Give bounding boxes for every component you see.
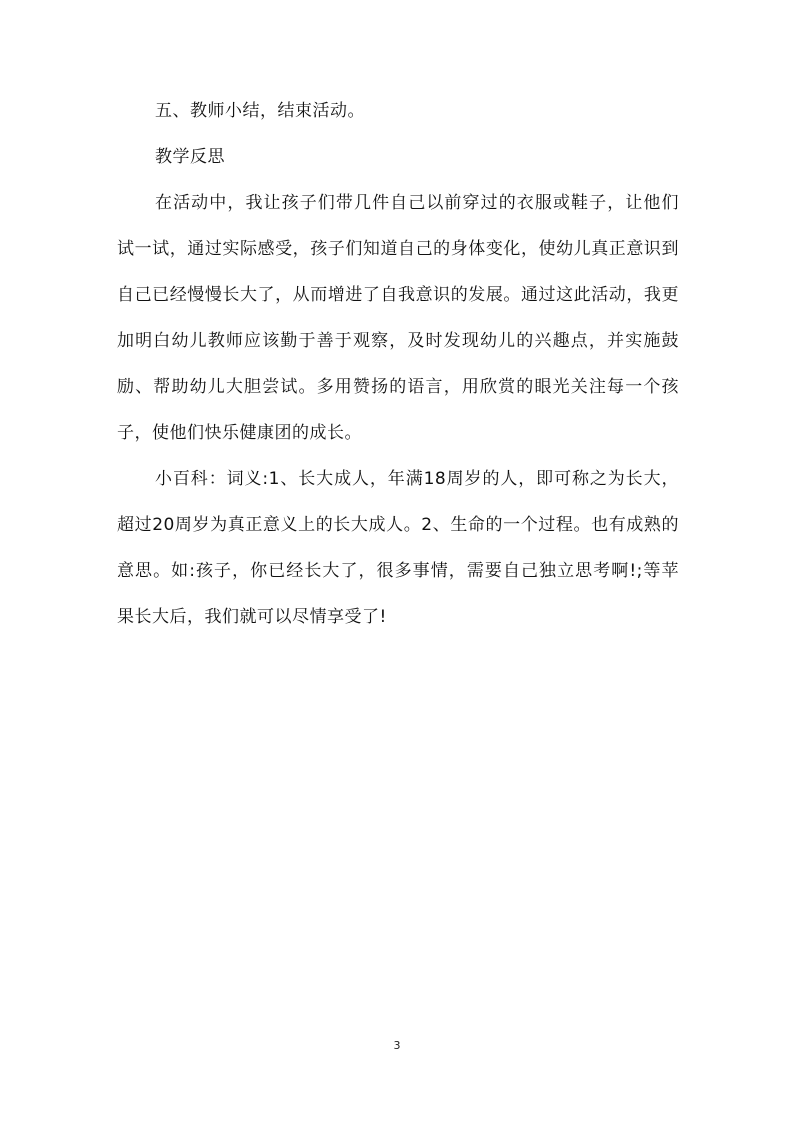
paragraph-section-five: 五、教师小结，结束活动。 <box>155 101 365 121</box>
page-number: 3 <box>393 1039 401 1052</box>
paragraph-encyclopedia: 小百科：词义:1、长大成人，年满18周岁的人，即可称之为长大，超过20周岁为真正意义上的长大成人。2、生命的一个过程。也有成熟的意思。如:孩子，你已经长大了，很多事情，需要自己独立思考啊!;等苹果长大后，我们就可以尽情享受了! <box>117 469 679 627</box>
paragraph-reflection-body: 在活动中，我让孩子们带几件自己以前穿过的衣服或鞋子，让他们试一试，通过实际感受，孩子们知道自己的身体变化，使幼儿真正意识到自己已经慢慢长大了，从而增进了自我意识的发展。通过这此活动，我更加明白幼儿教师应该勤于善于观察，及时发现幼儿的兴趣点，并实施鼓励、帮助幼儿大胆尝试。多用赞扬的语言，用欣赏的眼光关注每一个孩子，使他们快乐健康团的成长。 <box>117 193 679 443</box>
paragraph-heading-teaching-reflection: 教学反思 <box>155 147 225 167</box>
document-body <box>117 88 679 640</box>
